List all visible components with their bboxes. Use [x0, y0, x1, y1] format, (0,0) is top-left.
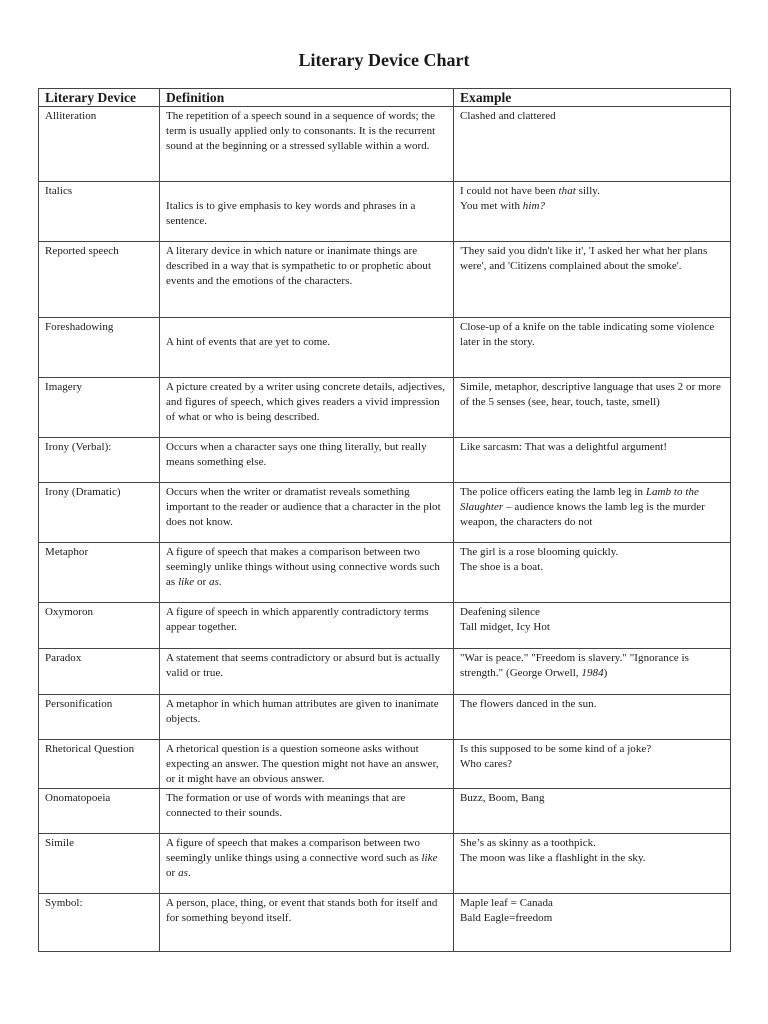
table-row — [39, 378, 731, 438]
literary-device-table — [38, 88, 731, 952]
definition-cell: A hint of events that are yet to come. — [160, 318, 454, 378]
header-literary-device: Literary Device — [39, 89, 160, 107]
definition-cell: The repetition of a speech sound in a sequence of words; the term is usually applied only to consonants. It is the recurrent sound at the beginning or a stressed syllable within a word. — [160, 107, 454, 182]
table-row — [39, 242, 731, 318]
definition-cell: A literary device in which nature or inanimate things are described in a way that is sympathetic to or prophetic about events and the emotions of the characters. — [160, 242, 454, 318]
table-row — [39, 788, 731, 833]
table-header-row — [39, 89, 731, 107]
table-row — [39, 603, 731, 649]
table-row — [39, 483, 731, 543]
example-cell: Clashed and clattered — [454, 107, 731, 182]
example-cell: The flowers danced in the sun. — [454, 695, 731, 740]
table-row — [39, 438, 731, 483]
example-cell: She’s as skinny as a toothpick. The moon was like a flashlight in the sky. — [454, 833, 731, 893]
definition-cell: A figure of speech that makes a comparison between two seemingly unlike things without using connective words such as like or as. — [160, 543, 454, 603]
device-cell: Symbol: — [39, 893, 160, 951]
example-cell: The police officers eating the lamb leg in Lamb to the Slaughter – audience knows the lamb leg is the murder weapon, the characters do not — [454, 483, 731, 543]
device-cell: Irony (Dramatic) — [39, 483, 160, 543]
definition-cell: A person, place, thing, or event that stands both for itself and for something beyond itself. — [160, 893, 454, 951]
example-cell: Close-up of a knife on the table indicating some violence later in the story. — [454, 318, 731, 378]
device-cell: Personification — [39, 695, 160, 740]
definition-cell: Occurs when the writer or dramatist reveals something important to the reader or audience that a character in the plot does not know. — [160, 483, 454, 543]
device-cell: Oxymoron — [39, 603, 160, 649]
device-cell: Simile — [39, 833, 160, 893]
device-cell: Irony (Verbal): — [39, 438, 160, 483]
header-definition: Definition — [160, 89, 454, 107]
definition-cell: Italics is to give emphasis to key words and phrases in a sentence. — [160, 182, 454, 242]
table-row — [39, 107, 731, 182]
definition-cell: A rhetorical question is a question someone asks without expecting an answer. The question might not have an answer, or it might have an obvious answer. — [160, 740, 454, 789]
header-example: Example — [454, 89, 731, 107]
definition-cell: The formation or use of words with meanings that are connected to their sounds. — [160, 788, 454, 833]
example-cell: 'They said you didn't like it', 'I asked her what her plans were', and 'Citizens complained about the smoke'. — [454, 242, 731, 318]
example-cell: "War is peace." "Freedom is slavery." "Ignorance is strength." (George Orwell, 1984) — [454, 649, 731, 695]
example-cell: Maple leaf = Canada Bald Eagle=freedom — [454, 893, 731, 951]
table-row — [39, 182, 731, 242]
page-title: Literary Device Chart — [298, 50, 470, 70]
definition-cell: A picture created by a writer using concrete details, adjectives, and figures of speech, which gives readers a vivid impression of what or who is being described. — [160, 378, 454, 438]
device-cell: Rhetorical Question — [39, 740, 160, 789]
device-cell: Paradox — [39, 649, 160, 695]
example-cell: Buzz, Boom, Bang — [454, 788, 731, 833]
example-cell: Deafening silence Tall midget, Icy Hot — [454, 603, 731, 649]
example-cell: The girl is a rose blooming quickly. The shoe is a boat. — [454, 543, 731, 603]
table-row — [39, 740, 731, 789]
device-cell: Reported speech — [39, 242, 160, 318]
definition-cell: A figure of speech that makes a comparison between two seemingly unlike things using a connective word such as like or as. — [160, 833, 454, 893]
device-cell: Imagery — [39, 378, 160, 438]
table-row — [39, 833, 731, 893]
table-row — [39, 695, 731, 740]
device-cell: Italics — [39, 182, 160, 242]
device-cell: Foreshadowing — [39, 318, 160, 378]
definition-cell: A metaphor in which human attributes are given to inanimate objects. — [160, 695, 454, 740]
table-row — [39, 893, 731, 951]
example-cell: Like sarcasm: That was a delightful argument! — [454, 438, 731, 483]
device-cell: Metaphor — [39, 543, 160, 603]
definition-cell: A statement that seems contradictory or absurd but is actually valid or true. — [160, 649, 454, 695]
definition-cell: Occurs when a character says one thing literally, but really means something else. — [160, 438, 454, 483]
example-cell: Simile, metaphor, descriptive language that uses 2 or more of the 5 senses (see, hear, touch, taste, smell) — [454, 378, 731, 438]
definition-cell: A figure of speech in which apparently contradictory terms appear together. — [160, 603, 454, 649]
example-cell: Is this supposed to be some kind of a joke? Who cares? — [454, 740, 731, 789]
table-row — [39, 543, 731, 603]
example-cell: I could not have been that silly. You met with him? — [454, 182, 731, 242]
table-row — [39, 318, 731, 378]
device-cell: Alliteration — [39, 107, 160, 182]
table-row — [39, 649, 731, 695]
device-cell: Onomatopoeia — [39, 788, 160, 833]
